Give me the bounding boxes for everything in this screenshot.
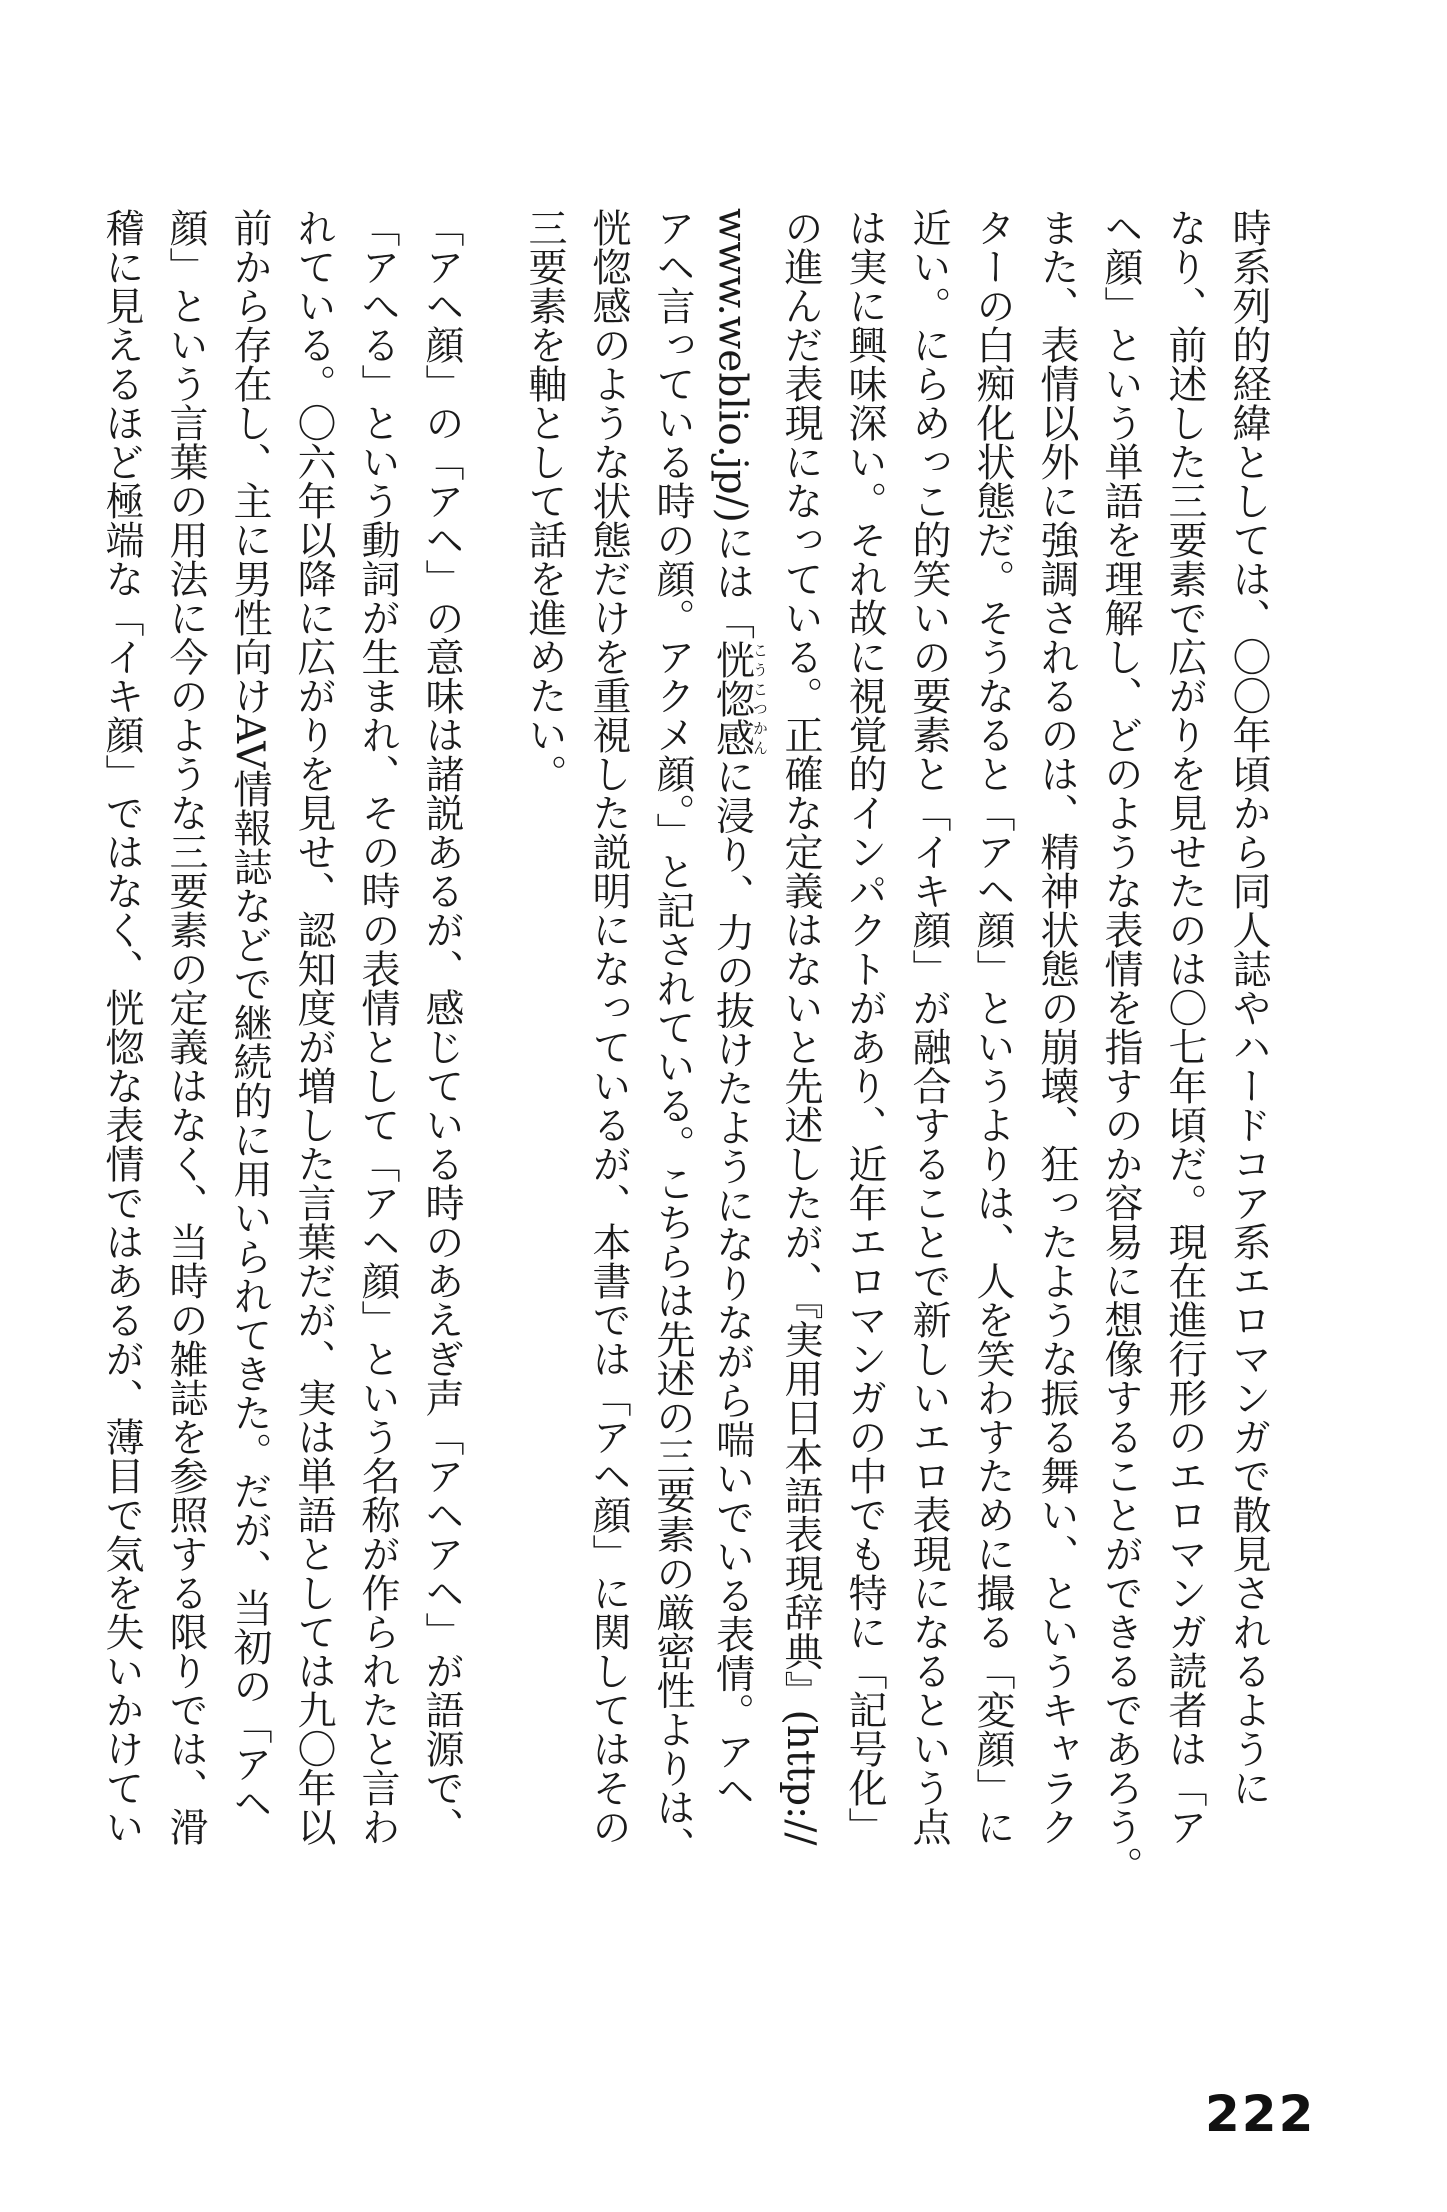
text-segment: に浸り、力の抜けたようになりながら喘いでいる表情。アヘ [709,756,755,1810]
text-segment: www.weblio.jp/)には「 [709,208,755,640]
page-number: 222 [1205,2085,1316,2143]
text-column: ヘ顔」という単語を理解し、どのような表情を指すのか容易に想像することができるであろう。 [1098,208,1143,1885]
ruby-reading: こうこつかん [751,639,769,757]
text-column: 顔」という言葉の用法に今のような三要素の定義はなく、当時の雑誌を参照する限りでは、滑 [163,208,208,1846]
ruby-base: 恍惚感 [709,639,755,757]
text-column: れている。〇六年以降に広がりを見せ、認知度が増した言葉だが、実は単語としては九〇年以 [291,208,336,1846]
text-column: 「アへる」という動詞が生まれ、その時の表情として「アヘ顔」という名称が作られたと言わ [355,208,400,1846]
text-column: 三要素を軸として話を進めたい。 [522,208,567,793]
text-column: 時系列的経緯としては、〇〇年頃から同人誌やハードコア系エロマンガで散見されるように [1226,208,1271,1807]
text-column: 前から存在し、主に男性向けAV情報誌などで継続的に用いられてきた。だが、当初の「アヘ [227,208,272,1823]
text-column: 近い。にらめっこ的笑いの要素と「イキ顔」が融合することで新しいエロ表現になるという点 [906,208,951,1846]
text-column: は実に興味深い。それ故に視覚的インパクトがあり、近年エロマンガの中でも特に「記号化」 [842,208,887,1846]
text-column: 稽に見えるほど極端な「イキ顔」ではなく、恍惚な表情ではあるが、薄目で気を失いかけてい [99,208,144,1846]
text-column: アヘ言っている時の顔。アクメ顔。」と記されている。こちらは先述の三要素の厳密性よりは、 [650,208,695,1866]
text-column-with-ruby [704,208,768,1908]
ruby-word [709,639,769,757]
text-column: なり、前述した三要素で広がりを見せたのは〇七年頃だ。現在進行形のエロマンガ読者は「ア [1162,208,1207,1846]
body-text [99,208,1319,1908]
text-column: 恍惚感のような状態だけを重視した説明になっているが、本書では「アヘ顔」に関してはその [586,208,631,1846]
text-column: 「アヘ顔」の「アヘ」の意味は諸説あるが、感じている時のあえぎ声「アヘアヘ」が語源で、 [419,208,464,1846]
text-column: また、表情以外に強調されるのは、精神状態の崩壊、狂ったような振る舞い、というキャラク [1034,208,1079,1846]
text-column: の進んだ表現になっている。正確な定義はないと先述したが、『実用日本語表現辞典』(http:// [778,208,823,1846]
text-column: ターの白痴化状態だ。そうなると「アヘ顔」というよりは、人を笑わすために撮る「変顔」に [970,208,1015,1846]
